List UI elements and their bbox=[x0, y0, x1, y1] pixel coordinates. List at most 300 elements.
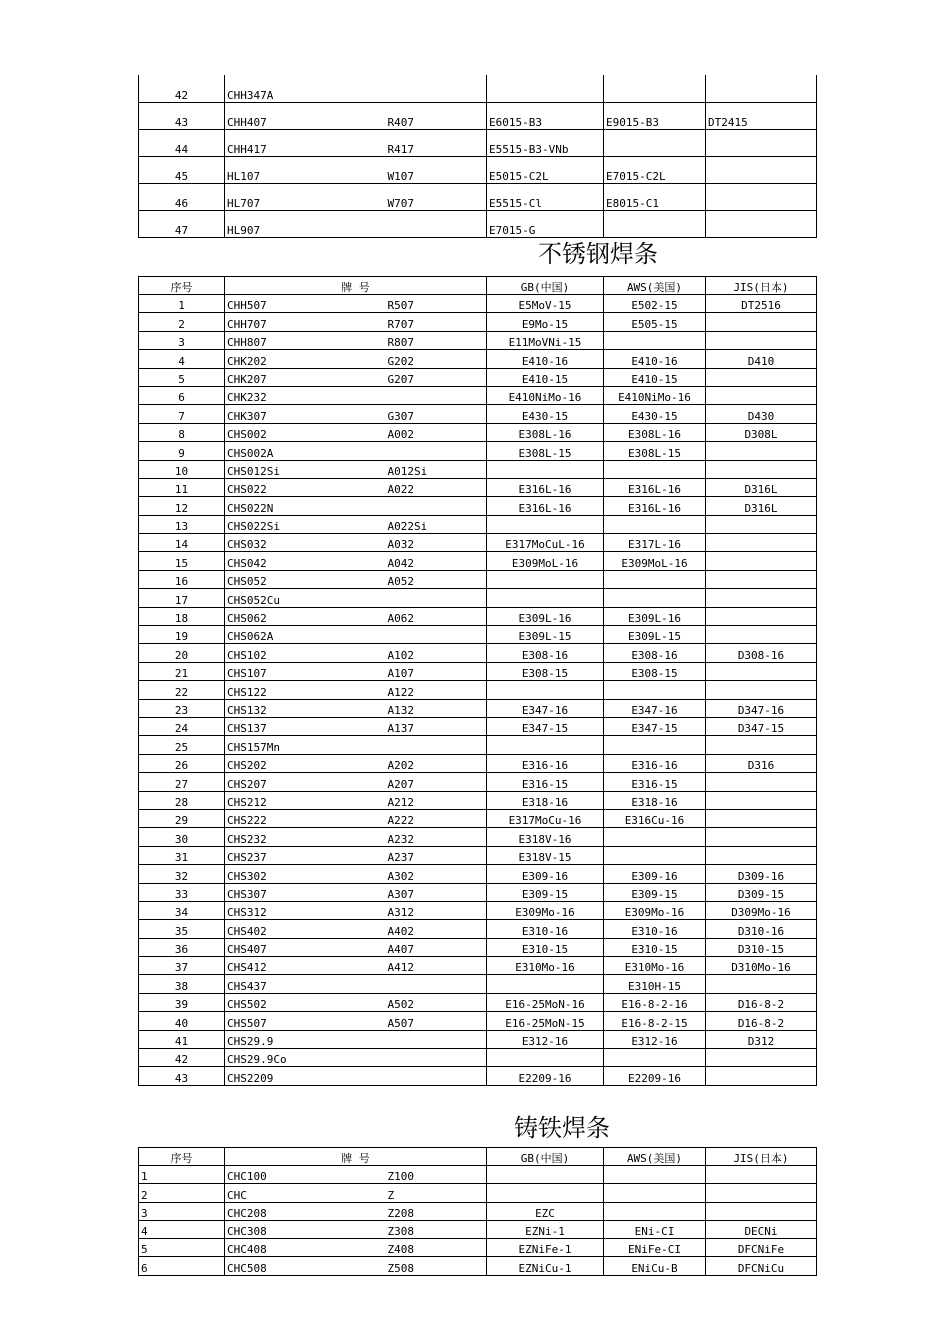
row-number: 31 bbox=[139, 846, 225, 864]
alt-code: A002 bbox=[386, 423, 487, 441]
gb-standard: E310-16 bbox=[487, 920, 604, 938]
table-row bbox=[139, 350, 817, 368]
gb-standard: E7015-G bbox=[487, 210, 604, 237]
gb-standard: E16-25MoN-15 bbox=[487, 1012, 604, 1030]
aws-standard: E309L-16 bbox=[604, 607, 706, 625]
brand-code: CHS29.9Co bbox=[225, 1049, 386, 1067]
table-row bbox=[139, 405, 817, 423]
alt-code: A407 bbox=[386, 938, 487, 956]
row-number: 4 bbox=[139, 1220, 225, 1238]
header-aws: AWS(美国) bbox=[604, 1148, 706, 1166]
row-number: 16 bbox=[139, 570, 225, 588]
row-number: 35 bbox=[139, 920, 225, 938]
alt-code: R507 bbox=[386, 295, 487, 313]
alt-code: A102 bbox=[386, 644, 487, 662]
table-row bbox=[139, 1184, 817, 1202]
brand-code: CHC208 bbox=[225, 1202, 386, 1220]
stainless-table-body bbox=[139, 277, 817, 1086]
jis-standard: D310Mo-16 bbox=[706, 957, 817, 975]
table-row bbox=[139, 626, 817, 644]
brand-code: CHC bbox=[225, 1184, 386, 1202]
aws-standard bbox=[604, 589, 706, 607]
brand-code: CHC408 bbox=[225, 1239, 386, 1257]
brand-code: CHH507 bbox=[225, 295, 386, 313]
jis-standard bbox=[706, 1166, 817, 1184]
table-row bbox=[139, 607, 817, 625]
cast-iron-section-title: 铸铁焊条 bbox=[514, 1114, 610, 1142]
alt-code: G202 bbox=[386, 350, 487, 368]
gb-standard bbox=[487, 515, 604, 533]
gb-standard: E310-15 bbox=[487, 938, 604, 956]
row-number: 44 bbox=[139, 129, 225, 156]
aws-standard: E410-15 bbox=[604, 368, 706, 386]
alt-code: A212 bbox=[386, 791, 487, 809]
header-brand: 牌 号 bbox=[225, 277, 487, 295]
gb-standard: E430-15 bbox=[487, 405, 604, 423]
table-row bbox=[139, 1239, 817, 1257]
gb-standard: E317MoCuL-16 bbox=[487, 534, 604, 552]
jis-standard: D16-8-2 bbox=[706, 993, 817, 1011]
gb-standard bbox=[487, 589, 604, 607]
brand-code: CHS002A bbox=[225, 442, 386, 460]
brand-code: CHC100 bbox=[225, 1166, 386, 1184]
aws-standard: E316L-16 bbox=[604, 497, 706, 515]
brand-code: CHS102 bbox=[225, 644, 386, 662]
table-row bbox=[139, 1220, 817, 1238]
aws-standard: E410NiMo-16 bbox=[604, 386, 706, 404]
gb-standard bbox=[487, 460, 604, 478]
table-row bbox=[139, 515, 817, 533]
row-number: 40 bbox=[139, 1012, 225, 1030]
gb-standard: E6015-B3 bbox=[487, 102, 604, 129]
table-row bbox=[139, 717, 817, 735]
table-row bbox=[139, 1202, 817, 1220]
aws-standard: ENiFe-CI bbox=[604, 1239, 706, 1257]
jis-standard bbox=[706, 736, 817, 754]
alt-code bbox=[386, 975, 487, 993]
brand-code: CHS042 bbox=[225, 552, 386, 570]
gb-standard: E309L-16 bbox=[487, 607, 604, 625]
row-number: 43 bbox=[139, 102, 225, 129]
brand-code: CHK207 bbox=[225, 368, 386, 386]
gb-standard: E9Mo-15 bbox=[487, 313, 604, 331]
gb-standard: EZNiCu-1 bbox=[487, 1257, 604, 1275]
aws-standard: E309-15 bbox=[604, 883, 706, 901]
table-header-row bbox=[139, 277, 817, 295]
header-aws: AWS(美国) bbox=[604, 277, 706, 295]
jis-standard bbox=[706, 570, 817, 588]
gb-standard: E308L-15 bbox=[487, 442, 604, 460]
jis-standard bbox=[706, 1049, 817, 1067]
aws-standard: ENi-CI bbox=[604, 1220, 706, 1238]
table-row bbox=[139, 386, 817, 404]
gb-standard bbox=[487, 736, 604, 754]
table-row bbox=[139, 754, 817, 772]
brand-code: CHS002 bbox=[225, 423, 386, 441]
aws-standard bbox=[604, 736, 706, 754]
jis-standard: DECNi bbox=[706, 1220, 817, 1238]
row-number: 46 bbox=[139, 183, 225, 210]
aws-standard bbox=[604, 75, 706, 102]
alt-code bbox=[386, 1067, 487, 1085]
alt-code: R417 bbox=[386, 129, 487, 156]
row-number: 42 bbox=[139, 75, 225, 102]
row-number: 5 bbox=[139, 1239, 225, 1257]
gb-standard: E316-16 bbox=[487, 754, 604, 772]
jis-standard: D308L bbox=[706, 423, 817, 441]
jis-standard bbox=[706, 386, 817, 404]
aws-standard: E308-15 bbox=[604, 662, 706, 680]
header-gb: GB(中国) bbox=[487, 1148, 604, 1166]
jis-standard bbox=[706, 183, 817, 210]
gb-standard: E308-15 bbox=[487, 662, 604, 680]
table-row bbox=[139, 75, 817, 102]
gb-standard: E309Mo-16 bbox=[487, 901, 604, 919]
jis-standard: D310-16 bbox=[706, 920, 817, 938]
header-no: 序号 bbox=[139, 277, 225, 295]
jis-standard: D308-16 bbox=[706, 644, 817, 662]
alt-code bbox=[386, 1049, 487, 1067]
table-row bbox=[139, 460, 817, 478]
row-number: 2 bbox=[139, 313, 225, 331]
row-number: 15 bbox=[139, 552, 225, 570]
alt-code: A052 bbox=[386, 570, 487, 588]
jis-standard bbox=[706, 368, 817, 386]
row-number: 32 bbox=[139, 865, 225, 883]
aws-standard: E16-8-2-16 bbox=[604, 993, 706, 1011]
row-number: 3 bbox=[139, 331, 225, 349]
gb-standard: E316L-16 bbox=[487, 478, 604, 496]
table-row bbox=[139, 1166, 817, 1184]
row-number: 26 bbox=[139, 754, 225, 772]
brand-code: CHS222 bbox=[225, 809, 386, 827]
table-row bbox=[139, 368, 817, 386]
alt-code: R707 bbox=[386, 313, 487, 331]
gb-standard: E5015-C2L bbox=[487, 156, 604, 183]
brand-code: CHS062A bbox=[225, 626, 386, 644]
brand-code: CHS402 bbox=[225, 920, 386, 938]
brand-code: CHS137 bbox=[225, 717, 386, 735]
gb-standard: E308-16 bbox=[487, 644, 604, 662]
row-number: 25 bbox=[139, 736, 225, 754]
table-row bbox=[139, 736, 817, 754]
aws-standard: E312-16 bbox=[604, 1030, 706, 1048]
table-row bbox=[139, 975, 817, 993]
aws-standard: E310-16 bbox=[604, 920, 706, 938]
gb-standard: E5515-B3-VNb bbox=[487, 129, 604, 156]
brand-code: CHS022N bbox=[225, 497, 386, 515]
gb-standard: E5515-Cl bbox=[487, 183, 604, 210]
jis-standard bbox=[706, 773, 817, 791]
header-gb: GB(中国) bbox=[487, 277, 604, 295]
stainless-electrode-table bbox=[138, 276, 817, 1086]
row-number: 17 bbox=[139, 589, 225, 607]
continuation-table bbox=[138, 75, 817, 238]
brand-code: CHS407 bbox=[225, 938, 386, 956]
aws-standard: E430-15 bbox=[604, 405, 706, 423]
brand-code: CHH407 bbox=[225, 102, 386, 129]
alt-code: A062 bbox=[386, 607, 487, 625]
jis-standard bbox=[706, 1067, 817, 1085]
row-number: 22 bbox=[139, 681, 225, 699]
alt-code: A132 bbox=[386, 699, 487, 717]
brand-code: CHS312 bbox=[225, 901, 386, 919]
gb-standard: E312-16 bbox=[487, 1030, 604, 1048]
jis-standard bbox=[706, 607, 817, 625]
jis-standard bbox=[706, 791, 817, 809]
row-number: 9 bbox=[139, 442, 225, 460]
table-row bbox=[139, 662, 817, 680]
jis-standard bbox=[706, 589, 817, 607]
row-number: 36 bbox=[139, 938, 225, 956]
table-row bbox=[139, 156, 817, 183]
jis-standard bbox=[706, 156, 817, 183]
aws-standard: E347-15 bbox=[604, 717, 706, 735]
aws-standard bbox=[604, 570, 706, 588]
jis-standard: D316 bbox=[706, 754, 817, 772]
alt-code: A237 bbox=[386, 846, 487, 864]
table-row bbox=[139, 644, 817, 662]
stainless-section-title: 不锈钢焊条 bbox=[538, 240, 658, 268]
brand-code: CHH707 bbox=[225, 313, 386, 331]
row-number: 19 bbox=[139, 626, 225, 644]
brand-code: CHH417 bbox=[225, 129, 386, 156]
jis-standard: D310-15 bbox=[706, 938, 817, 956]
jis-standard bbox=[706, 210, 817, 237]
jis-standard: D347-15 bbox=[706, 717, 817, 735]
gb-standard: E2209-16 bbox=[487, 1067, 604, 1085]
aws-standard: E9015-B3 bbox=[604, 102, 706, 129]
table-row bbox=[139, 773, 817, 791]
aws-standard bbox=[604, 681, 706, 699]
alt-code: A202 bbox=[386, 754, 487, 772]
alt-code: Z508 bbox=[386, 1257, 487, 1275]
aws-standard bbox=[604, 1166, 706, 1184]
brand-code: CHS052 bbox=[225, 570, 386, 588]
row-number: 33 bbox=[139, 883, 225, 901]
brand-code: CHK232 bbox=[225, 386, 386, 404]
header-jis: JIS(日本) bbox=[706, 277, 817, 295]
aws-standard bbox=[604, 210, 706, 237]
row-number: 13 bbox=[139, 515, 225, 533]
alt-code: A022Si bbox=[386, 515, 487, 533]
aws-standard: E310Mo-16 bbox=[604, 957, 706, 975]
brand-code: CHS2209 bbox=[225, 1067, 386, 1085]
gb-standard bbox=[487, 75, 604, 102]
brand-code: CHS132 bbox=[225, 699, 386, 717]
row-number: 1 bbox=[139, 1166, 225, 1184]
jis-standard: D312 bbox=[706, 1030, 817, 1048]
gb-standard: E318V-15 bbox=[487, 846, 604, 864]
gb-standard: E309L-15 bbox=[487, 626, 604, 644]
table-row bbox=[139, 901, 817, 919]
table-row bbox=[139, 865, 817, 883]
jis-standard: D410 bbox=[706, 350, 817, 368]
brand-code: HL107 bbox=[225, 156, 386, 183]
alt-code: Z bbox=[386, 1184, 487, 1202]
gb-standard bbox=[487, 1166, 604, 1184]
jis-standard: D316L bbox=[706, 497, 817, 515]
alt-code: A042 bbox=[386, 552, 487, 570]
cast-iron-table-body bbox=[139, 1148, 817, 1276]
alt-code: A302 bbox=[386, 865, 487, 883]
jis-standard: D309Mo-16 bbox=[706, 901, 817, 919]
brand-code: CHC308 bbox=[225, 1220, 386, 1238]
row-number: 6 bbox=[139, 386, 225, 404]
row-number: 20 bbox=[139, 644, 225, 662]
alt-code bbox=[386, 497, 487, 515]
aws-standard bbox=[604, 129, 706, 156]
aws-standard bbox=[604, 460, 706, 478]
row-number: 39 bbox=[139, 993, 225, 1011]
alt-code: A507 bbox=[386, 1012, 487, 1030]
header-no: 序号 bbox=[139, 1148, 225, 1166]
brand-code: CHH807 bbox=[225, 331, 386, 349]
aws-standard: E7015-C2L bbox=[604, 156, 706, 183]
gb-standard: E309-15 bbox=[487, 883, 604, 901]
alt-code: G207 bbox=[386, 368, 487, 386]
row-number: 30 bbox=[139, 828, 225, 846]
cast-iron-electrode-table bbox=[138, 1147, 817, 1276]
gb-standard: E410-15 bbox=[487, 368, 604, 386]
row-number: 6 bbox=[139, 1257, 225, 1275]
brand-code: CHS052Cu bbox=[225, 589, 386, 607]
jis-standard: DT2516 bbox=[706, 295, 817, 313]
jis-standard bbox=[706, 975, 817, 993]
brand-code: CHS012Si bbox=[225, 460, 386, 478]
table-row bbox=[139, 681, 817, 699]
brand-code: CHS157Mn bbox=[225, 736, 386, 754]
table-row bbox=[139, 699, 817, 717]
table-row bbox=[139, 442, 817, 460]
alt-code bbox=[386, 75, 487, 102]
jis-standard bbox=[706, 442, 817, 460]
brand-code: CHS502 bbox=[225, 993, 386, 1011]
row-number: 14 bbox=[139, 534, 225, 552]
brand-code: CHS237 bbox=[225, 846, 386, 864]
alt-code bbox=[386, 442, 487, 460]
row-number: 2 bbox=[139, 1184, 225, 1202]
table-row bbox=[139, 183, 817, 210]
brand-code: CHK307 bbox=[225, 405, 386, 423]
aws-standard: E309Mo-16 bbox=[604, 901, 706, 919]
gb-standard: E310Mo-16 bbox=[487, 957, 604, 975]
gb-standard: E318-16 bbox=[487, 791, 604, 809]
brand-code: CHS202 bbox=[225, 754, 386, 772]
aws-standard: E316-15 bbox=[604, 773, 706, 791]
alt-code: Z308 bbox=[386, 1220, 487, 1238]
jis-standard bbox=[706, 515, 817, 533]
aws-standard: E316-16 bbox=[604, 754, 706, 772]
row-number: 41 bbox=[139, 1030, 225, 1048]
alt-code: R807 bbox=[386, 331, 487, 349]
jis-standard bbox=[706, 828, 817, 846]
table-row bbox=[139, 313, 817, 331]
gb-standard: E347-15 bbox=[487, 717, 604, 735]
alt-code bbox=[386, 1030, 487, 1048]
aws-standard: E347-16 bbox=[604, 699, 706, 717]
gb-standard: EZC bbox=[487, 1202, 604, 1220]
alt-code: A402 bbox=[386, 920, 487, 938]
aws-standard: E310H-15 bbox=[604, 975, 706, 993]
gb-standard: E11MoVNi-15 bbox=[487, 331, 604, 349]
jis-standard: D309-16 bbox=[706, 865, 817, 883]
jis-standard bbox=[706, 626, 817, 644]
gb-standard: E16-25MoN-16 bbox=[487, 993, 604, 1011]
jis-standard: DFCNiFe bbox=[706, 1239, 817, 1257]
brand-code: HL707 bbox=[225, 183, 386, 210]
alt-code: A022 bbox=[386, 478, 487, 496]
row-number: 12 bbox=[139, 497, 225, 515]
table-row bbox=[139, 993, 817, 1011]
jis-standard: DT2415 bbox=[706, 102, 817, 129]
row-number: 28 bbox=[139, 791, 225, 809]
continuation-table-body bbox=[139, 75, 817, 237]
brand-code: CHS307 bbox=[225, 883, 386, 901]
alt-code: A502 bbox=[386, 993, 487, 1011]
table-row bbox=[139, 129, 817, 156]
jis-standard: D16-8-2 bbox=[706, 1012, 817, 1030]
brand-code: CHS437 bbox=[225, 975, 386, 993]
table-row bbox=[139, 423, 817, 441]
alt-code: A012Si bbox=[386, 460, 487, 478]
jis-standard: D316L bbox=[706, 478, 817, 496]
brand-code: CHS29.9 bbox=[225, 1030, 386, 1048]
table-row bbox=[139, 552, 817, 570]
brand-code: CHC508 bbox=[225, 1257, 386, 1275]
brand-code: CHS032 bbox=[225, 534, 386, 552]
table-row bbox=[139, 809, 817, 827]
alt-code: A032 bbox=[386, 534, 487, 552]
gb-standard: E5MoV-15 bbox=[487, 295, 604, 313]
gb-standard: E410NiMo-16 bbox=[487, 386, 604, 404]
jis-standard bbox=[706, 313, 817, 331]
brand-code: CHK202 bbox=[225, 350, 386, 368]
row-number: 3 bbox=[139, 1202, 225, 1220]
jis-standard bbox=[706, 534, 817, 552]
aws-standard bbox=[604, 828, 706, 846]
aws-standard: E316Cu-16 bbox=[604, 809, 706, 827]
aws-standard: E505-15 bbox=[604, 313, 706, 331]
aws-standard: E410-16 bbox=[604, 350, 706, 368]
brand-code: HL907 bbox=[225, 210, 386, 237]
aws-standard bbox=[604, 1184, 706, 1202]
row-number: 23 bbox=[139, 699, 225, 717]
gb-standard: E347-16 bbox=[487, 699, 604, 717]
aws-standard: E308-16 bbox=[604, 644, 706, 662]
alt-code: A107 bbox=[386, 662, 487, 680]
gb-standard: E308L-16 bbox=[487, 423, 604, 441]
gb-standard: E317MoCu-16 bbox=[487, 809, 604, 827]
table-row bbox=[139, 497, 817, 515]
aws-standard: E317L-16 bbox=[604, 534, 706, 552]
brand-code: CHS122 bbox=[225, 681, 386, 699]
brand-code: CHS302 bbox=[225, 865, 386, 883]
row-number: 4 bbox=[139, 350, 225, 368]
alt-code bbox=[386, 626, 487, 644]
gb-standard: E410-16 bbox=[487, 350, 604, 368]
aws-standard bbox=[604, 1202, 706, 1220]
row-number: 1 bbox=[139, 295, 225, 313]
table-row bbox=[139, 1049, 817, 1067]
table-row bbox=[139, 1012, 817, 1030]
jis-standard bbox=[706, 662, 817, 680]
row-number: 5 bbox=[139, 368, 225, 386]
brand-code: CHS022 bbox=[225, 478, 386, 496]
alt-code bbox=[386, 589, 487, 607]
aws-standard: E308L-16 bbox=[604, 423, 706, 441]
table-row bbox=[139, 938, 817, 956]
